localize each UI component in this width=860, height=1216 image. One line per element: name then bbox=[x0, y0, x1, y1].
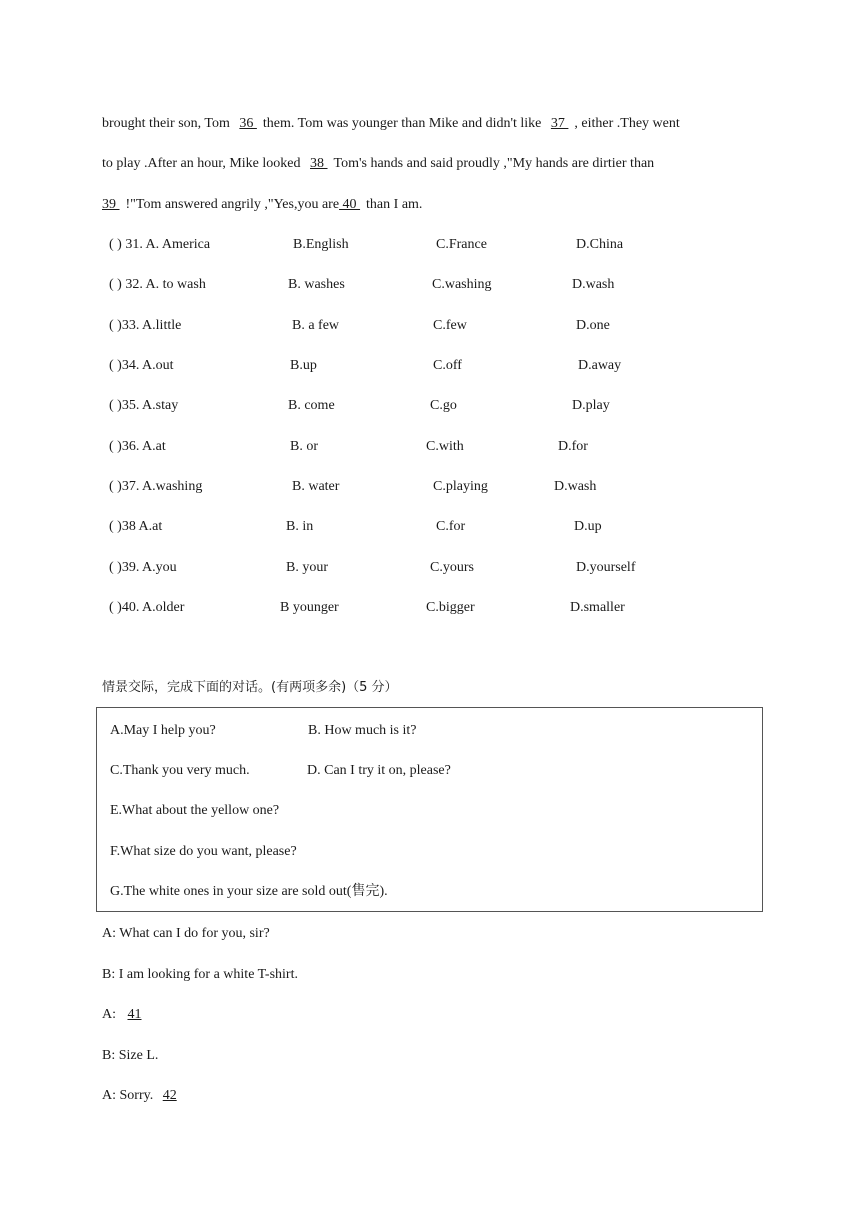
option-b: B.up bbox=[290, 358, 317, 373]
option-d: D.play bbox=[572, 398, 610, 413]
option-c: C.go bbox=[430, 398, 457, 413]
passage-text: , either .They went bbox=[574, 116, 680, 131]
option-c: C.playing bbox=[433, 479, 488, 494]
question-number: ( )38 A.at bbox=[109, 519, 163, 534]
passage-text: them. Tom was younger than Mike and didn't like bbox=[262, 116, 542, 131]
option-g-text: G.The white ones in your size are sold out(售完). bbox=[110, 884, 388, 899]
option-d: D.one bbox=[576, 318, 610, 333]
blank-39: 39 bbox=[102, 197, 120, 212]
blank-42: 42 bbox=[162, 1088, 177, 1103]
option-b: B. your bbox=[286, 560, 328, 575]
question-number: ( )36. A.at bbox=[109, 439, 166, 454]
question-number: ( )40. A.older bbox=[109, 600, 185, 615]
option-c: C.few bbox=[433, 318, 467, 333]
option-c: C.yours bbox=[430, 560, 474, 575]
section-title: 情景交际，完成下面的对话。(有两项多余)（5 分） bbox=[102, 680, 398, 695]
option-d: D.up bbox=[574, 519, 602, 534]
option-b: B. water bbox=[292, 479, 340, 494]
dialogue-line: A: What can I do for you, sir? bbox=[102, 926, 270, 941]
passage-line-2 bbox=[102, 155, 654, 173]
option-d: D.wash bbox=[554, 479, 597, 494]
option-e-text: E.What about the yellow one? bbox=[110, 803, 280, 818]
option-d: D.China bbox=[576, 237, 624, 252]
option-c-text: C.Thank you very much. bbox=[110, 763, 250, 778]
option-c: C.washing bbox=[432, 277, 492, 292]
question-number: ( )34. A.out bbox=[109, 358, 174, 373]
passage-text: Tom's hands and said proudly ,"My hands are dirtier than bbox=[333, 156, 655, 171]
passage-line-3 bbox=[102, 196, 422, 214]
option-d: D.wash bbox=[572, 277, 615, 292]
option-c: C.bigger bbox=[426, 600, 475, 615]
option-b: B. a few bbox=[292, 318, 340, 333]
speaker-label: A: bbox=[102, 1007, 116, 1022]
option-d: D.away bbox=[578, 358, 622, 373]
option-b: B. washes bbox=[288, 277, 345, 292]
question-number: ( ) 32. A. to wash bbox=[109, 277, 206, 292]
option-b: B. in bbox=[286, 519, 314, 534]
blank-38: 38 bbox=[310, 156, 328, 171]
option-b: B. come bbox=[288, 398, 335, 413]
question-number: ( )35. A.stay bbox=[109, 398, 179, 413]
question-number: ( )39. A.you bbox=[109, 560, 177, 575]
option-c: C.for bbox=[436, 519, 466, 534]
dialogue-line bbox=[102, 1087, 177, 1105]
option-d: D.smaller bbox=[570, 600, 625, 615]
blank-37: 37 bbox=[550, 116, 569, 131]
speaker-label: A: Sorry. bbox=[102, 1088, 154, 1103]
option-b: B. or bbox=[290, 439, 318, 454]
passage-text: to play .After an hour, Mike looked bbox=[102, 156, 301, 171]
option-c: C.France bbox=[436, 237, 487, 252]
option-c: C.off bbox=[433, 358, 462, 373]
question-number: ( )37. A.washing bbox=[109, 479, 203, 494]
blank-41: 41 bbox=[127, 1007, 142, 1022]
passage-line-1 bbox=[102, 115, 680, 133]
option-b: B younger bbox=[280, 600, 339, 615]
option-d: D.yourself bbox=[576, 560, 636, 575]
question-number: ( )33. A.little bbox=[109, 318, 182, 333]
passage-text: !"Tom answered angrily ,"Yes,you are bbox=[125, 197, 340, 212]
dialogue-line: B: I am looking for a white T-shirt. bbox=[102, 967, 298, 982]
passage-text: than I am. bbox=[366, 197, 423, 212]
option-a-text: A.May I help you? bbox=[110, 723, 216, 738]
passage-text: brought their son, Tom bbox=[102, 116, 230, 131]
dialogue-line bbox=[102, 1006, 142, 1024]
blank-40: 40 bbox=[339, 197, 361, 212]
option-c: C.with bbox=[426, 439, 464, 454]
dialogue-line: B: Size L. bbox=[102, 1048, 159, 1063]
question-number: ( ) 31. A. America bbox=[109, 237, 211, 252]
blank-36: 36 bbox=[239, 116, 257, 131]
option-f-text: F.What size do you want, please? bbox=[110, 844, 297, 859]
option-b-text: B. How much is it? bbox=[308, 723, 417, 738]
option-d-text: D. Can I try it on, please? bbox=[307, 763, 451, 778]
option-b: B.English bbox=[293, 237, 349, 252]
option-d: D.for bbox=[558, 439, 588, 454]
